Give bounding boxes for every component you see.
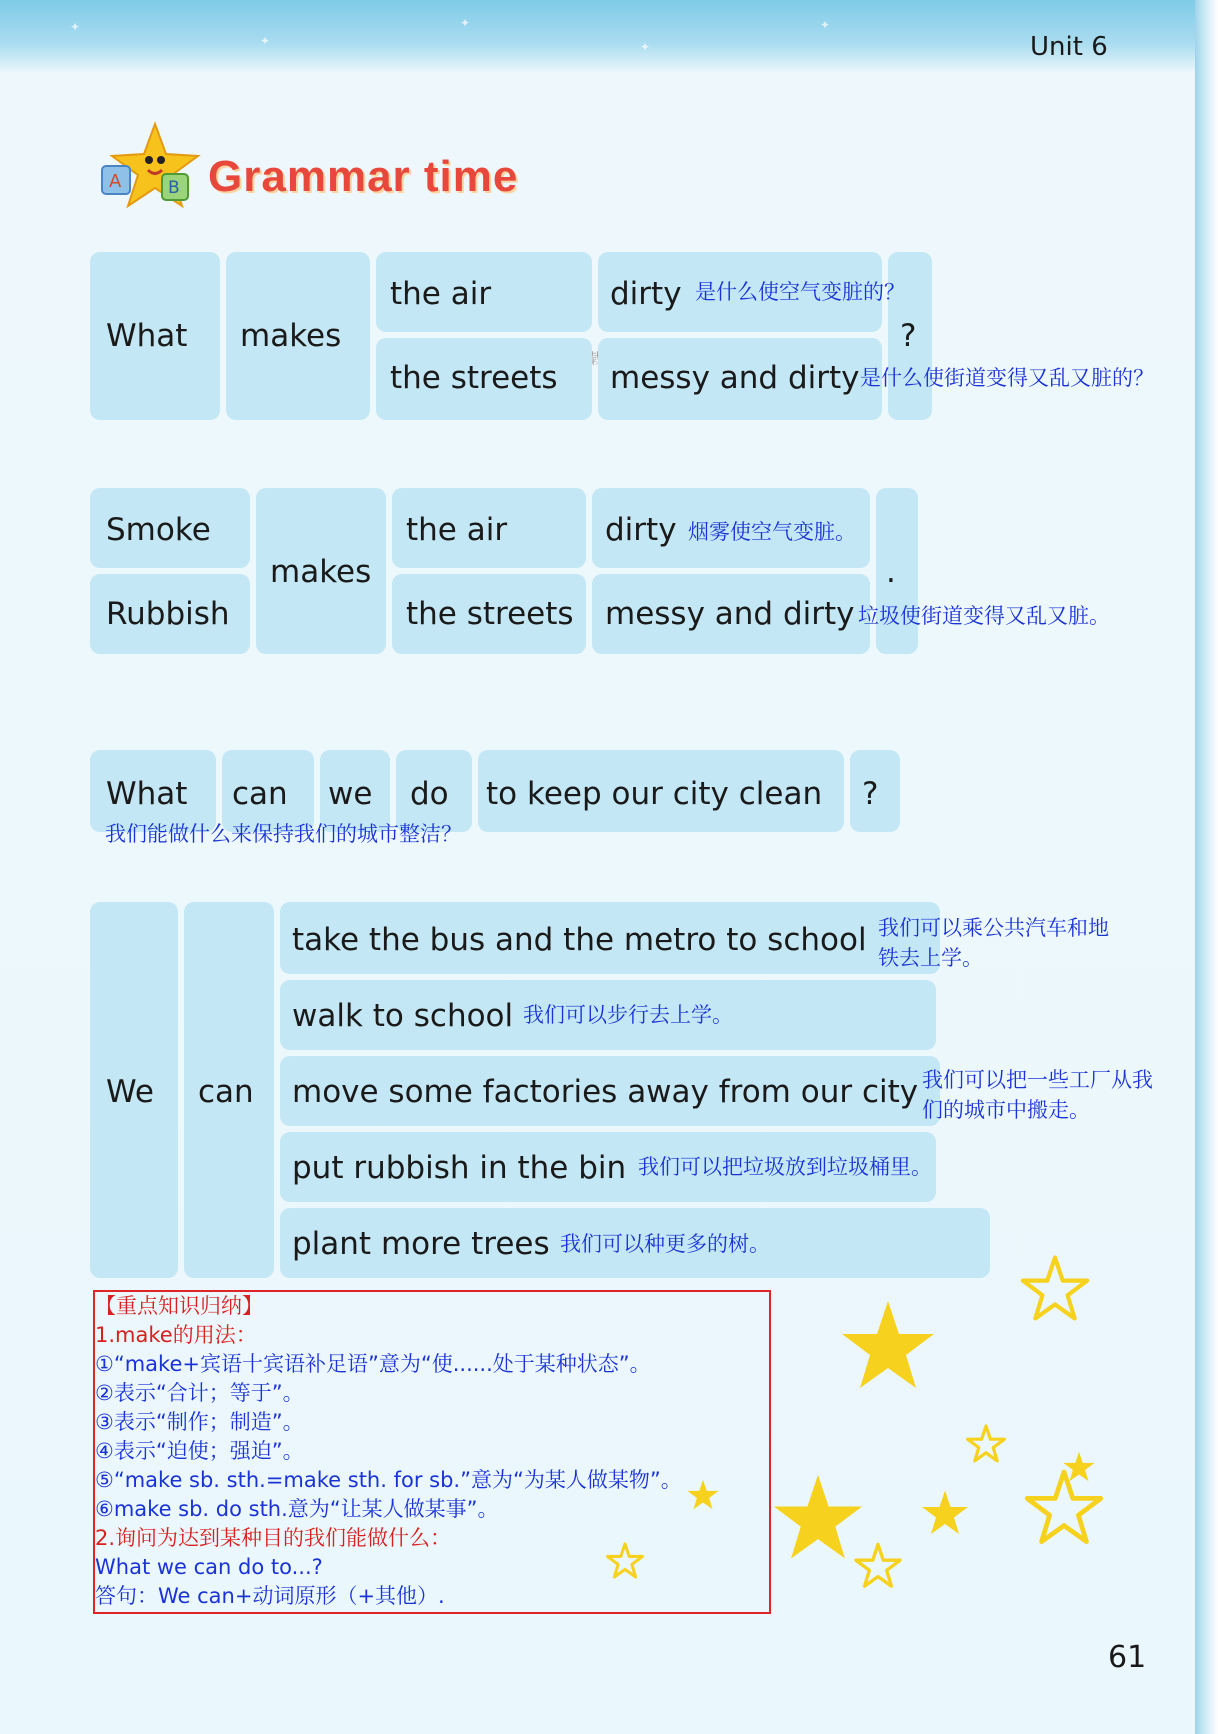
svg-text:A: A — [109, 171, 122, 192]
notes-line: ③表示“制作；制造”。 — [95, 1410, 304, 1434]
translation: 我们可以种更多的树。 — [560, 1232, 770, 1256]
yellow-star-icon — [920, 1488, 970, 1538]
translation: 们的城市中搬走。 — [922, 1098, 1090, 1122]
translation: 我们能做什么来保持我们的城市整洁？ — [105, 822, 462, 846]
word-makes: makes — [270, 554, 372, 590]
notes-line: 2.询问为达到某种目的我们能做什么： — [95, 1526, 452, 1550]
page-number: 61 — [1108, 1640, 1147, 1675]
notes-line: ④表示“迫使；强迫”。 — [95, 1439, 304, 1463]
translation: 是什么使街道变得又乱又脏的？ — [860, 366, 1154, 390]
translation: 我们可以乘公共汽车和地 — [878, 916, 1109, 940]
abc-star-mascot-icon — [100, 120, 210, 210]
notes-line: ⑥make sb. do sth.意为“让某人做某事”。 — [95, 1497, 499, 1521]
yellow-star-icon — [770, 1470, 866, 1566]
outline-star-icon — [1020, 1254, 1090, 1324]
translation: 我们可以把垃圾放到垃圾桶里。 — [638, 1155, 932, 1179]
object-the-streets: the streets — [406, 596, 574, 632]
option-row: plant more trees — [292, 1226, 550, 1262]
option-row: take the bus and the metro to school — [292, 922, 867, 958]
question-mark: ? — [862, 776, 879, 812]
option-row: walk to school — [292, 998, 514, 1034]
phrase-keep-city-clean: to keep our city clean — [486, 776, 823, 812]
word-we: we — [328, 776, 373, 812]
complement-messy-dirty: messy and dirty — [610, 360, 860, 396]
option-row: put rubbish in the bin — [292, 1150, 627, 1186]
question-mark: ? — [900, 318, 917, 354]
object-the-air: the air — [390, 276, 492, 312]
translation: 铁去上学。 — [878, 946, 983, 970]
yellow-star-icon — [686, 1478, 720, 1512]
key-points-box — [93, 1290, 771, 1614]
sparkle-icon: ✦ — [460, 16, 471, 30]
notes-line: 1.make的用法： — [95, 1323, 257, 1347]
subject-smoke: Smoke — [106, 512, 211, 548]
word-can: can — [198, 1074, 254, 1110]
section-heading — [100, 120, 560, 210]
translation: 我们可以步行去上学。 — [523, 1003, 733, 1027]
translation: 垃圾使街道变得又乱又脏。 — [858, 604, 1110, 628]
notes-line: ⑤“make sb. sth.=make sth. for sb.”意为“为某人做某物”。 — [95, 1468, 682, 1492]
notes-title: 【重点知识归纳】 — [95, 1294, 263, 1318]
yellow-star-icon — [838, 1296, 938, 1396]
sparkle-icon: ✦ — [640, 40, 651, 54]
word-do: do — [410, 776, 449, 812]
svg-text:B: B — [168, 178, 180, 198]
top-banner — [0, 0, 1195, 72]
translation: 是什么使空气变脏的？ — [695, 280, 905, 304]
outline-star-icon — [966, 1424, 1006, 1464]
sparkle-icon: ✦ — [70, 20, 81, 34]
word-can: can — [232, 776, 288, 812]
complement-dirty: dirty — [610, 276, 682, 312]
outline-star-icon — [606, 1542, 644, 1580]
word-what: What — [106, 318, 188, 354]
section-title: Grammar time — [208, 152, 519, 201]
page-edge — [1195, 0, 1218, 1734]
object-the-streets: the streets — [390, 360, 558, 396]
full-stop: . — [886, 554, 896, 590]
unit-label: Unit 6 — [1030, 32, 1108, 62]
notes-line: 答句：We can+动词原形（+其他）. — [95, 1584, 445, 1608]
word-makes: makes — [240, 318, 342, 354]
sparkle-icon: ✦ — [260, 34, 271, 48]
object-the-air: the air — [406, 512, 508, 548]
notes-line: What we can do to...? — [95, 1555, 323, 1579]
option-row: move some factories away from our city — [292, 1074, 919, 1110]
sparkle-icon: ✦ — [820, 18, 831, 32]
outline-star-icon — [854, 1542, 902, 1590]
complement-messy-dirty: messy and dirty — [605, 596, 855, 632]
word-what: What — [106, 776, 188, 812]
complement-dirty: dirty — [605, 512, 677, 548]
outline-star-icon — [1024, 1468, 1104, 1548]
translation: 我们可以把一些工厂从我 — [922, 1068, 1153, 1092]
translation: 烟雾使空气变脏。 — [688, 520, 856, 544]
notes-line: ①“make+宾语十宾语补足语”意为“使......处于某种状态”。 — [95, 1352, 651, 1376]
notes-line: ②表示“合计；等于”。 — [95, 1381, 304, 1405]
word-we: We — [106, 1074, 154, 1110]
subject-rubbish: Rubbish — [106, 596, 230, 632]
